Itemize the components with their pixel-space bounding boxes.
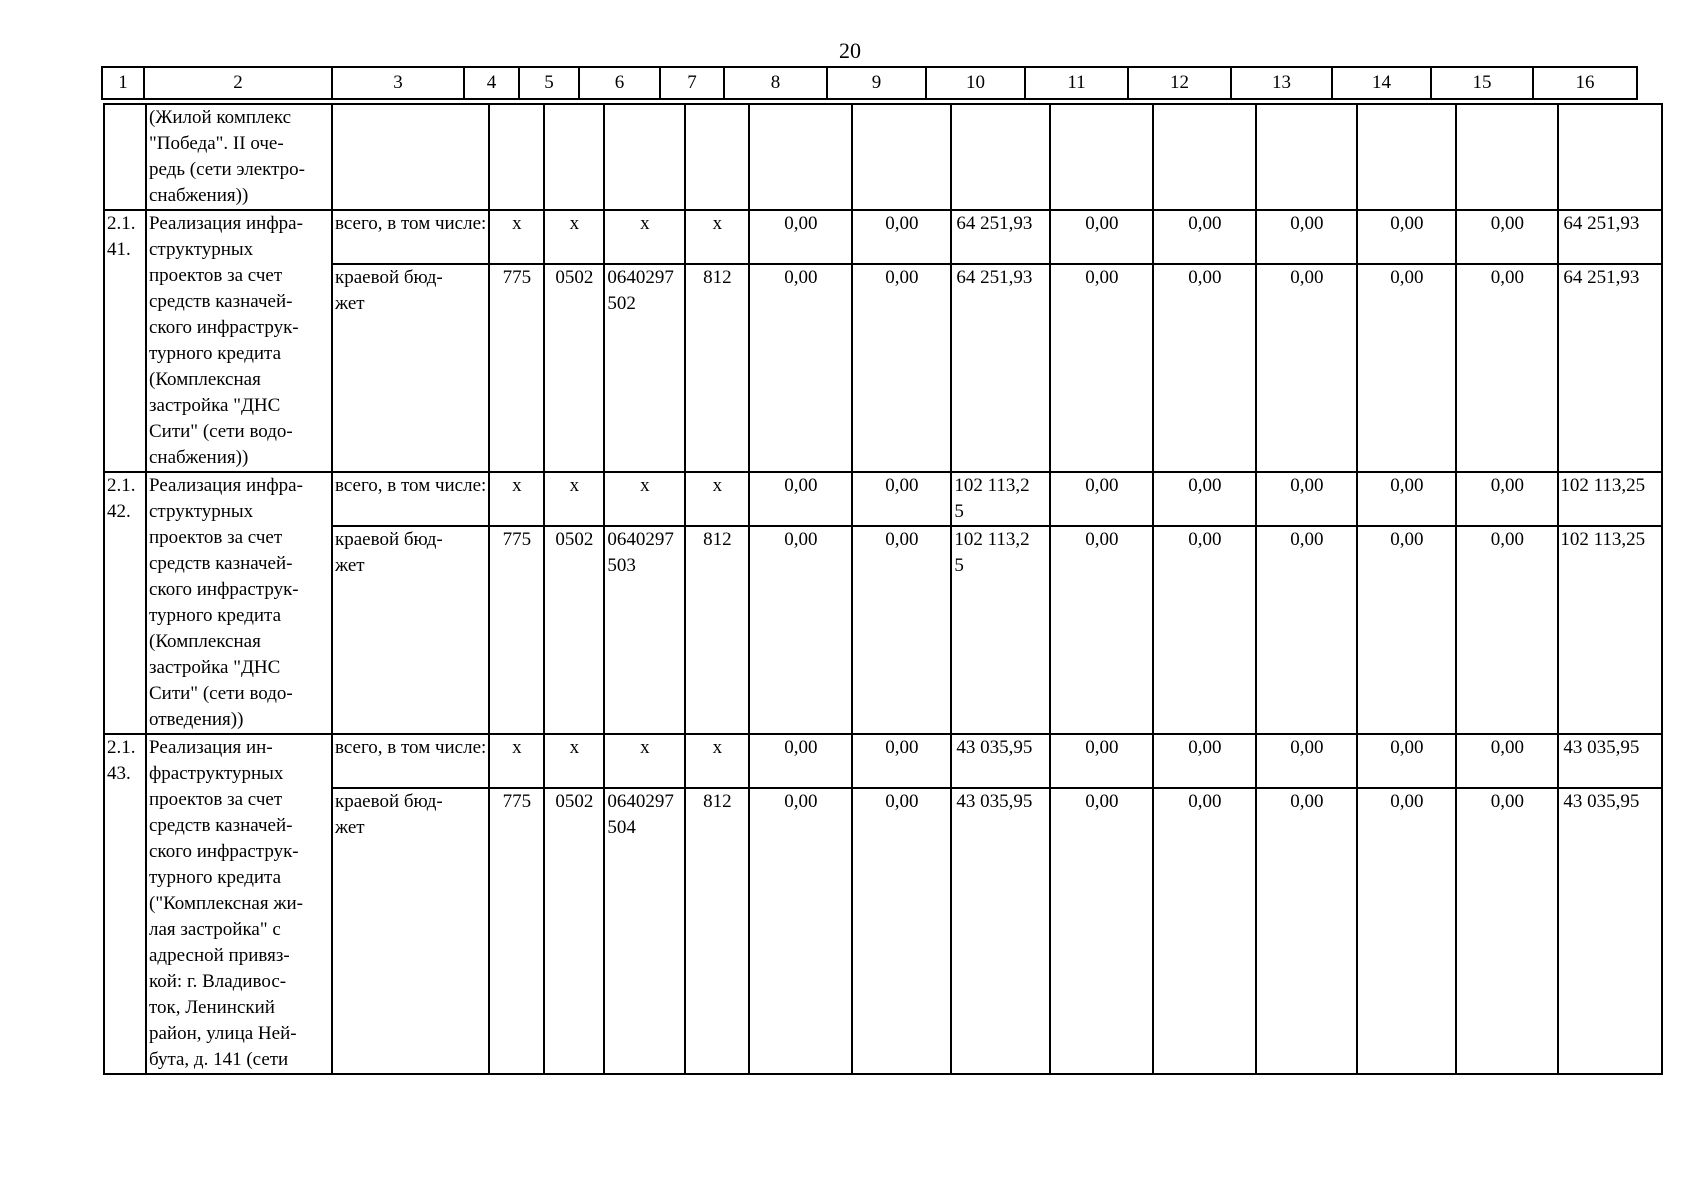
cell-col16: 43 035,95 — [1558, 734, 1662, 788]
row-number: 2.1. 41. — [104, 210, 146, 472]
cell-col9: 0,00 — [852, 472, 951, 526]
cell-col6: 0640297 503 — [604, 526, 685, 734]
column-header: 6 — [579, 67, 660, 99]
cell-col16: 102 113,25 — [1558, 526, 1662, 734]
funding-label: всего, в том числе: — [332, 210, 489, 264]
table-row-total — [104, 210, 1662, 264]
cell-col5: x — [544, 472, 604, 526]
cell-col5: 0502 — [544, 526, 604, 734]
cell-col8: 0,00 — [749, 472, 852, 526]
cell-col15: 0,00 — [1456, 472, 1558, 526]
empty-cell — [1558, 104, 1662, 210]
cell-col5: 0502 — [544, 264, 604, 472]
cell-col13: 0,00 — [1256, 526, 1357, 734]
empty-cell — [951, 104, 1050, 210]
column-header: 11 — [1025, 67, 1128, 99]
cell-col16: 64 251,93 — [1558, 264, 1662, 472]
cell-col7: x — [685, 472, 749, 526]
cell-col4: x — [489, 734, 544, 788]
cell-col9: 0,00 — [852, 264, 951, 472]
empty-cell — [1456, 104, 1558, 210]
cell-col8: 0,00 — [749, 210, 852, 264]
cell-col7: 812 — [685, 526, 749, 734]
funding-label: всего, в том числе: — [332, 472, 489, 526]
cell-col16: 64 251,93 — [1558, 210, 1662, 264]
column-header: 7 — [660, 67, 724, 99]
cell-col11: 0,00 — [1050, 526, 1153, 734]
row-number: 2.1. 43. — [104, 734, 146, 1074]
cell-col10: 102 113,2 5 — [951, 472, 1050, 526]
cell-col16: 43 035,95 — [1558, 788, 1662, 1074]
table-row-total — [104, 734, 1662, 788]
continuation-row — [104, 104, 1662, 210]
cell-col13: 0,00 — [1256, 210, 1357, 264]
cell-col14: 0,00 — [1357, 472, 1456, 526]
column-header: 8 — [724, 67, 827, 99]
table-row-budget — [104, 526, 1662, 734]
cell-col6: x — [604, 734, 685, 788]
empty-cell — [604, 104, 685, 210]
funding-label: краевой бюд- жет — [332, 788, 489, 1074]
cell-col15: 0,00 — [1456, 734, 1558, 788]
cell-col7: x — [685, 210, 749, 264]
funding-label: всего, в том числе: — [332, 734, 489, 788]
measure-name: Реализация ин- фраструктурных проектов за счет средств казначей- ского инфраструк- турного кредита ("Комплексная жи- лая застройка" с адресной привяз- кой: г. Владивос- ток, Ленинский район, улица Ней- бута, д. 141 (сети — [146, 734, 332, 1074]
column-header: 14 — [1332, 67, 1431, 99]
column-header: 4 — [464, 67, 519, 99]
cell-col8: 0,00 — [749, 264, 852, 472]
cell-col5: x — [544, 210, 604, 264]
cell-col4: 775 — [489, 526, 544, 734]
empty-cell — [852, 104, 951, 210]
cell-col12: 0,00 — [1153, 210, 1256, 264]
cell-col15: 0,00 — [1456, 788, 1558, 1074]
cell-col4: 775 — [489, 264, 544, 472]
column-header: 1 — [102, 67, 144, 99]
cell-col14: 0,00 — [1357, 210, 1456, 264]
measure-name: Реализация инфра- структурных проектов за счет средств казначей- ского инфраструк- турного кредита (Комплексная застройка "ДНС Сити" (сети водо- снабжения)) — [146, 210, 332, 472]
column-header: 12 — [1128, 67, 1231, 99]
cell-col8: 0,00 — [749, 788, 852, 1074]
cell-col13: 0,00 — [1256, 788, 1357, 1074]
cell-col10: 43 035,95 — [951, 788, 1050, 1074]
cell-col12: 0,00 — [1153, 472, 1256, 526]
cell-col9: 0,00 — [852, 788, 951, 1074]
column-header: 15 — [1431, 67, 1533, 99]
cell-col9: 0,00 — [852, 734, 951, 788]
column-header: 3 — [332, 67, 464, 99]
cell-col6: 0640297 504 — [604, 788, 685, 1074]
cell-col7: 812 — [685, 788, 749, 1074]
cell-col15: 0,00 — [1456, 210, 1558, 264]
cell-col14: 0,00 — [1357, 734, 1456, 788]
cell-col11: 0,00 — [1050, 734, 1153, 788]
cell-col10: 64 251,93 — [951, 210, 1050, 264]
cell-col6: x — [604, 472, 685, 526]
program-table — [103, 103, 1663, 1075]
cell-col6: x — [604, 210, 685, 264]
empty-cell — [749, 104, 852, 210]
column-header: 2 — [144, 67, 332, 99]
column-header: 16 — [1533, 67, 1637, 99]
cell-col11: 0,00 — [1050, 788, 1153, 1074]
cell-col7: 812 — [685, 264, 749, 472]
cell-col13: 0,00 — [1256, 734, 1357, 788]
cell-col11: 0,00 — [1050, 264, 1153, 472]
column-header: 9 — [827, 67, 926, 99]
cell-col9: 0,00 — [852, 210, 951, 264]
funding-label: краевой бюд- жет — [332, 526, 489, 734]
cell-col15: 0,00 — [1456, 264, 1558, 472]
cell-col12: 0,00 — [1153, 526, 1256, 734]
page-number: 20 — [839, 38, 861, 63]
cell-col4: x — [489, 210, 544, 264]
cell-col15: 0,00 — [1456, 526, 1558, 734]
cell-col10: 64 251,93 — [951, 264, 1050, 472]
cell-col12: 0,00 — [1153, 788, 1256, 1074]
row-number: 2.1. 42. — [104, 472, 146, 734]
cell-col8: 0,00 — [749, 734, 852, 788]
cell-col14: 0,00 — [1357, 264, 1456, 472]
continuation-name: (Жилой комплекс "Победа". II оче- редь (сети электро- снабжения)) — [146, 104, 332, 210]
funding-label: краевой бюд- жет — [332, 264, 489, 472]
empty-cell — [1153, 104, 1256, 210]
cell-col4: x — [489, 472, 544, 526]
empty-cell — [685, 104, 749, 210]
cell-col12: 0,00 — [1153, 734, 1256, 788]
cell-col10: 102 113,2 5 — [951, 526, 1050, 734]
column-number-row — [102, 67, 1637, 99]
cell-col12: 0,00 — [1153, 264, 1256, 472]
measure-name: Реализация инфра- структурных проектов за счет средств казначей- ского инфраструк- турного кредита (Комплексная застройка "ДНС Сити" (сети водо- отведения)) — [146, 472, 332, 734]
cell-col11: 0,00 — [1050, 210, 1153, 264]
column-header-table — [101, 66, 1638, 100]
column-header: 10 — [926, 67, 1025, 99]
cell-col14: 0,00 — [1357, 526, 1456, 734]
empty-cell — [332, 104, 489, 210]
table-row-total — [104, 472, 1662, 526]
row-number-cell — [104, 104, 146, 210]
cell-col13: 0,00 — [1256, 264, 1357, 472]
cell-col5: 0502 — [544, 788, 604, 1074]
cell-col6: 0640297 502 — [604, 264, 685, 472]
table-row-budget — [104, 788, 1662, 1074]
empty-cell — [544, 104, 604, 210]
cell-col5: x — [544, 734, 604, 788]
cell-col13: 0,00 — [1256, 472, 1357, 526]
column-header: 13 — [1231, 67, 1332, 99]
empty-cell — [1050, 104, 1153, 210]
cell-col10: 43 035,95 — [951, 734, 1050, 788]
cell-col7: x — [685, 734, 749, 788]
empty-cell — [489, 104, 544, 210]
cell-col16: 102 113,25 — [1558, 472, 1662, 526]
empty-cell — [1256, 104, 1357, 210]
cell-col9: 0,00 — [852, 526, 951, 734]
column-header: 5 — [519, 67, 579, 99]
table-row-budget — [104, 264, 1662, 472]
empty-cell — [1357, 104, 1456, 210]
cell-col14: 0,00 — [1357, 788, 1456, 1074]
cell-col4: 775 — [489, 788, 544, 1074]
cell-col8: 0,00 — [749, 526, 852, 734]
cell-col11: 0,00 — [1050, 472, 1153, 526]
